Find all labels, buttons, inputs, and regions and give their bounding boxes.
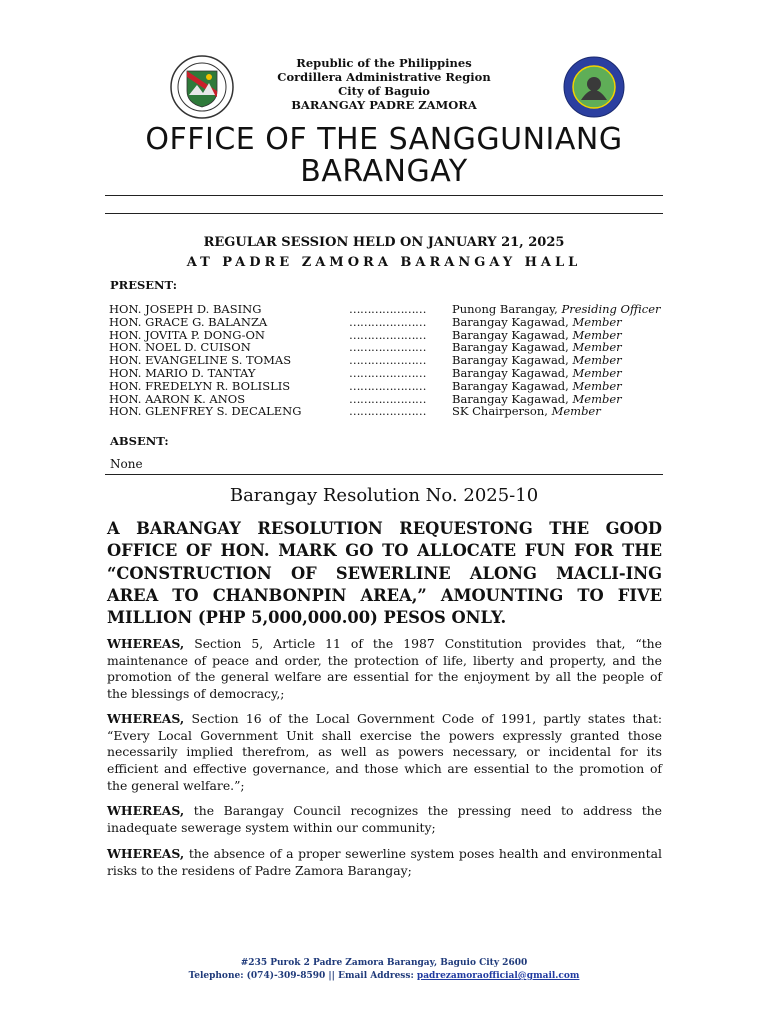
member-role: Barangay Kagawad, Member [452, 391, 622, 406]
divider-absent [105, 474, 663, 475]
divider-bottom [105, 213, 663, 214]
present-members-list [109, 303, 679, 418]
absent-label: ABSENT: [110, 434, 169, 448]
office-title-line1: OFFICE OF THE SANGGUNIANG [145, 122, 623, 157]
resolution-number: Barangay Resolution No. 2025-10 [229, 485, 539, 506]
member-dots: ………………… [349, 391, 426, 406]
member-name: HON. JOSEPH D. BASING [109, 302, 262, 316]
member-name: HON. GLENFREY S. DECALENG [109, 404, 302, 419]
present-label: PRESENT: [110, 278, 177, 292]
member-name: HON. MARIO D. TANTAY [109, 365, 256, 380]
member-dots: ………………… [349, 378, 426, 393]
whereas-clause: WHEREAS, the Barangay Council recognizes the pressing need to address the inadequate sewerage system within our community; [107, 803, 662, 835]
member-role: Barangay Kagawad, Member [452, 327, 622, 342]
member-dots: ………………… [349, 340, 426, 355]
member-role: Barangay Kagawad, Member [452, 314, 622, 329]
divider-top [105, 195, 663, 196]
whereas-clause: WHEREAS, the absence of a proper sewerline system poses health and environmental risks to the residens of Padre Zamora Barangay; [107, 846, 662, 878]
letterhead [0, 56, 768, 112]
member-dots: ………………… [349, 404, 426, 419]
member-dots: ………………… [349, 353, 426, 368]
office-title [0, 124, 768, 188]
absent-value: None [110, 457, 143, 471]
member-name: HON. AARON K. ANOS [109, 391, 246, 406]
header-barangay: BARANGAY PADRE ZAMORA [291, 98, 477, 112]
member-name: HON. JOVITA P. DONG-ON [109, 327, 265, 342]
member-role: Punong Barangay, Presiding Officer [452, 302, 661, 316]
footer-email-link[interactable]: padrezamoraofficial@gmail.com [416, 971, 580, 981]
session-venue: AT PADRE ZAMORA BARANGAY HALL [186, 255, 582, 270]
member-dots: ………………… [349, 314, 426, 329]
member-name: HON. NOEL D. CUISON [109, 340, 251, 355]
member-name: HON. FREDELYN R. BOLISLIS [109, 378, 291, 393]
member-row [109, 405, 679, 418]
whereas-clause: WHEREAS, Section 16 of the Local Government Code of 1991, partly states that: “Every Local Government Unit shall exercise the powers expressly granted those necessarily implied therefrom, as well as powers necessary, or incidental for its efficient and effective governance, and those which are essential to the promotion of the general welfare.”; [107, 711, 662, 793]
office-title-line2: BARANGAY [300, 154, 468, 189]
member-name: HON. EVANGELINE S. TOMAS [109, 353, 292, 368]
member-role: Barangay Kagawad, Member [452, 378, 622, 393]
member-role: Barangay Kagawad, Member [452, 340, 622, 355]
whereas-clause: WHEREAS, Section 5, Article 11 of the 1987 Constitution provides that, “the maintenance of peace and order, the protection of life, liberty and property, and the promotion of the general welfare are essential for the enjoyment by all the people of the blessings of democracy,; [107, 636, 662, 702]
member-dots: ………………… [349, 302, 426, 316]
member-role: Barangay Kagawad, Member [452, 353, 622, 368]
header-country: Republic of the Philippines [296, 56, 472, 70]
member-role: Barangay Kagawad, Member [452, 365, 622, 380]
resolution-title: A BARANGAY RESOLUTION REQUESTONG THE GOOD OFFICE OF HON. MARK GO TO ALLOCATE FUN FOR THE “CONSTRUCTION OF SEWERLINE ALONG MACLI-ING AREA TO CHANBONPIN AREA,” AMOUNTING TO FIVE MILLION (PHP 5,000,000.00) PESOS ONLY. [107, 519, 662, 628]
member-dots: ………………… [349, 327, 426, 342]
member-name: HON. GRACE G. BALANZA [109, 314, 268, 329]
footer-address: #235 Purok 2 Padre Zamora Barangay, Baguio City 2600 [240, 958, 528, 968]
session-date: REGULAR SESSION HELD ON JANUARY 21, 2025 [203, 235, 565, 250]
header-region: Cordillera Administrative Region [277, 70, 491, 84]
footer-contact: Telephone: (074)-309-8590 || Email Address: padrezamoraofficial@gmail.com [188, 971, 580, 981]
member-dots: ………………… [349, 365, 426, 380]
header-city: City of Baguio [338, 84, 430, 98]
member-role: SK Chairperson, Member [452, 404, 601, 419]
